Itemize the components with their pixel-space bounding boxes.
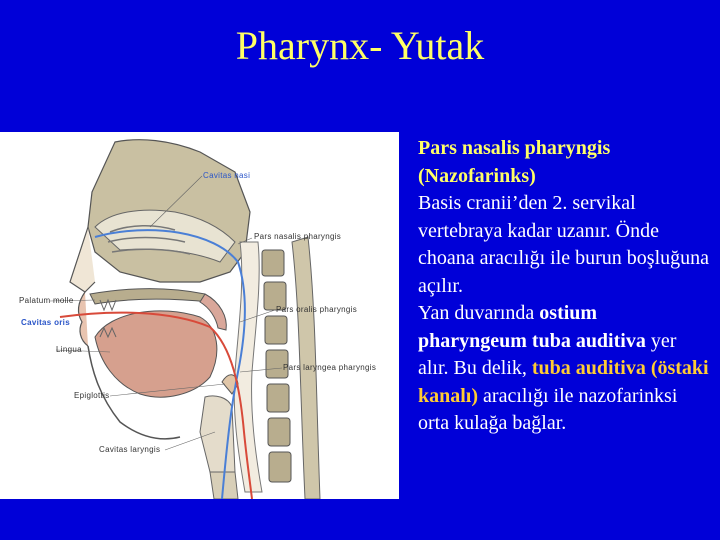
label-pars-nasalis: Pars nasalis pharyngis xyxy=(254,232,342,241)
larynx xyxy=(200,396,235,472)
p2-part-a: Yan duvarında xyxy=(418,302,535,324)
term-tuba-auditiva: tuba auditiva (östaki kanalı) xyxy=(418,357,709,407)
label-cavitas-nasi: Cavitas nasi xyxy=(203,171,251,180)
label-pars-laryngea: Pars laryngea pharyngis xyxy=(283,363,377,372)
description-text xyxy=(418,135,710,438)
label-pars-oralis: Pars oralis pharyngis xyxy=(276,305,357,314)
label-cavitas-laryngis: Cavitas laryngis xyxy=(99,445,161,454)
pharynx-sagittal-illustration xyxy=(0,132,399,499)
anatomy-drawing xyxy=(0,132,399,499)
p2-part-c: aracılığı ile nazofarinksi orta kulağa bağlar. xyxy=(418,384,678,434)
term-ostium-pharyngeum: ostium pharyngeum tuba auditiva xyxy=(418,302,646,352)
hard-palate xyxy=(90,289,210,304)
label-palatum-molle: Palatum molle xyxy=(19,296,74,305)
heading-line-1: Pars nasalis pharyngis xyxy=(418,137,611,159)
paragraph-2 xyxy=(418,300,710,438)
label-cavitas-oris: Cavitas oris xyxy=(21,318,70,327)
paragraph-1: Basis cranii’den 2. servikal vertebraya kadar uzanır. Önde choana aracılığı ile burun boşluğuna açılır. xyxy=(418,192,710,297)
label-lingua: Lingua xyxy=(56,345,82,354)
section-heading xyxy=(418,135,710,190)
label-epiglottis: Epiglottis xyxy=(74,391,110,400)
heading-line-2: (Nazofarinks) xyxy=(418,164,536,187)
slide-title: Pharynx- Yutak xyxy=(235,23,485,68)
p2-part-b: yer alır. Bu delik, xyxy=(418,329,677,379)
